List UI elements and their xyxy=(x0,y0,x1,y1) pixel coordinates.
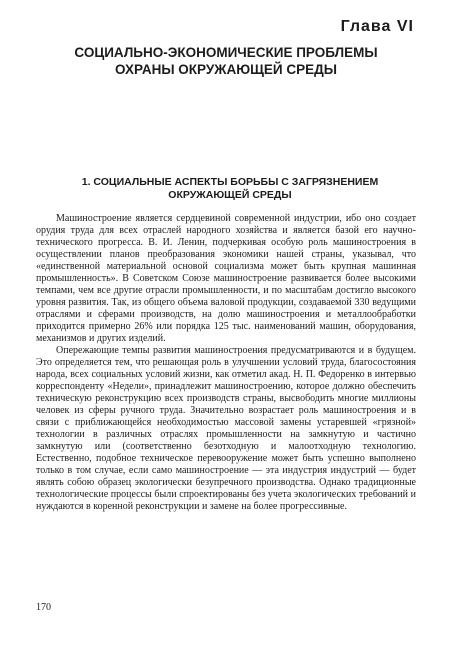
page-number: 170 xyxy=(36,602,51,613)
chapter-title-line1: СОЦИАЛЬНО-ЭКОНОМИЧЕСКИЕ ПРОБЛЕМЫ xyxy=(74,45,378,60)
section-title-line2: ОКРУЖАЮЩЕЙ СРЕДЫ xyxy=(168,189,292,201)
body-text xyxy=(36,213,416,513)
section-title xyxy=(60,176,400,202)
section-title-line1: 1. СОЦИАЛЬНЫЕ АСПЕКТЫ БОРЬБЫ С ЗАГРЯЗНЕНИЕМ xyxy=(81,176,379,188)
chapter-title xyxy=(36,44,416,78)
paragraph: Опережающие темпы развития машиностроения предусматриваются и в будущем. Это определяется тем, что решающая роль в улучшении условий труда, благосостояния народа, всех социальных условий жизни, как отметил акад. Н. П. Федоренко в интервью корреспонденту «Недели», принадлежит машиностроению, которое должно обеспечить техническую реконструкцию всех производств страны, высвободить многие миллионы человек из сферы ручного труда. Значительно возрастает роль машиностроения и в связи с приближающейся необходимостью массовой замены устаревшей «грязной» технологии в различных отраслях промышленности на замкнутую и частично замкнутую или (соответственно безотходную и малоотходную технологию. Естественно, подобное техническое перевооружение может быть успешно выполнено только в том случае, если само машиностроение — эта индустрия индустрий — будет являть собою образец экологически безупречного производства. Однако традиционные технологические процессы были спроектированы без учета экологических требований и нуждаются в коренной реконструкции и замене на более прогрессивные. xyxy=(36,345,416,512)
chapter-title-line2: ОХРАНЫ ОКРУЖАЮЩЕЙ СРЕДЫ xyxy=(115,62,337,77)
chapter-label: Глава VI xyxy=(340,18,414,35)
paragraph: Машиностроение является сердцевиной современной индустрии, ибо оно создает орудия труда для всех отраслей народного хозяйства и является базой его научно-технического прогресса. В. И. Ленин, подчеркивая особую роль машиностроения в осуществлении планов преобразования экономики нашей страны, указывал, что «единственной материальной основой социализма может быть крупная машинная промышленность». В Советском Союзе машиностроение развивается более высокими темпами, чем все другие отрасли промышленности, и по масштабам достигло высокого уровня развития. Так, из общего объема валовой продукции, создаваемой 330 ведущими отраслями и сферами производств, на долю машиностроения и металлообработки приходится примерно 26% или порядка 125 тыс. наименований машин, оборудования, механизмов и других изделий. xyxy=(36,213,416,344)
